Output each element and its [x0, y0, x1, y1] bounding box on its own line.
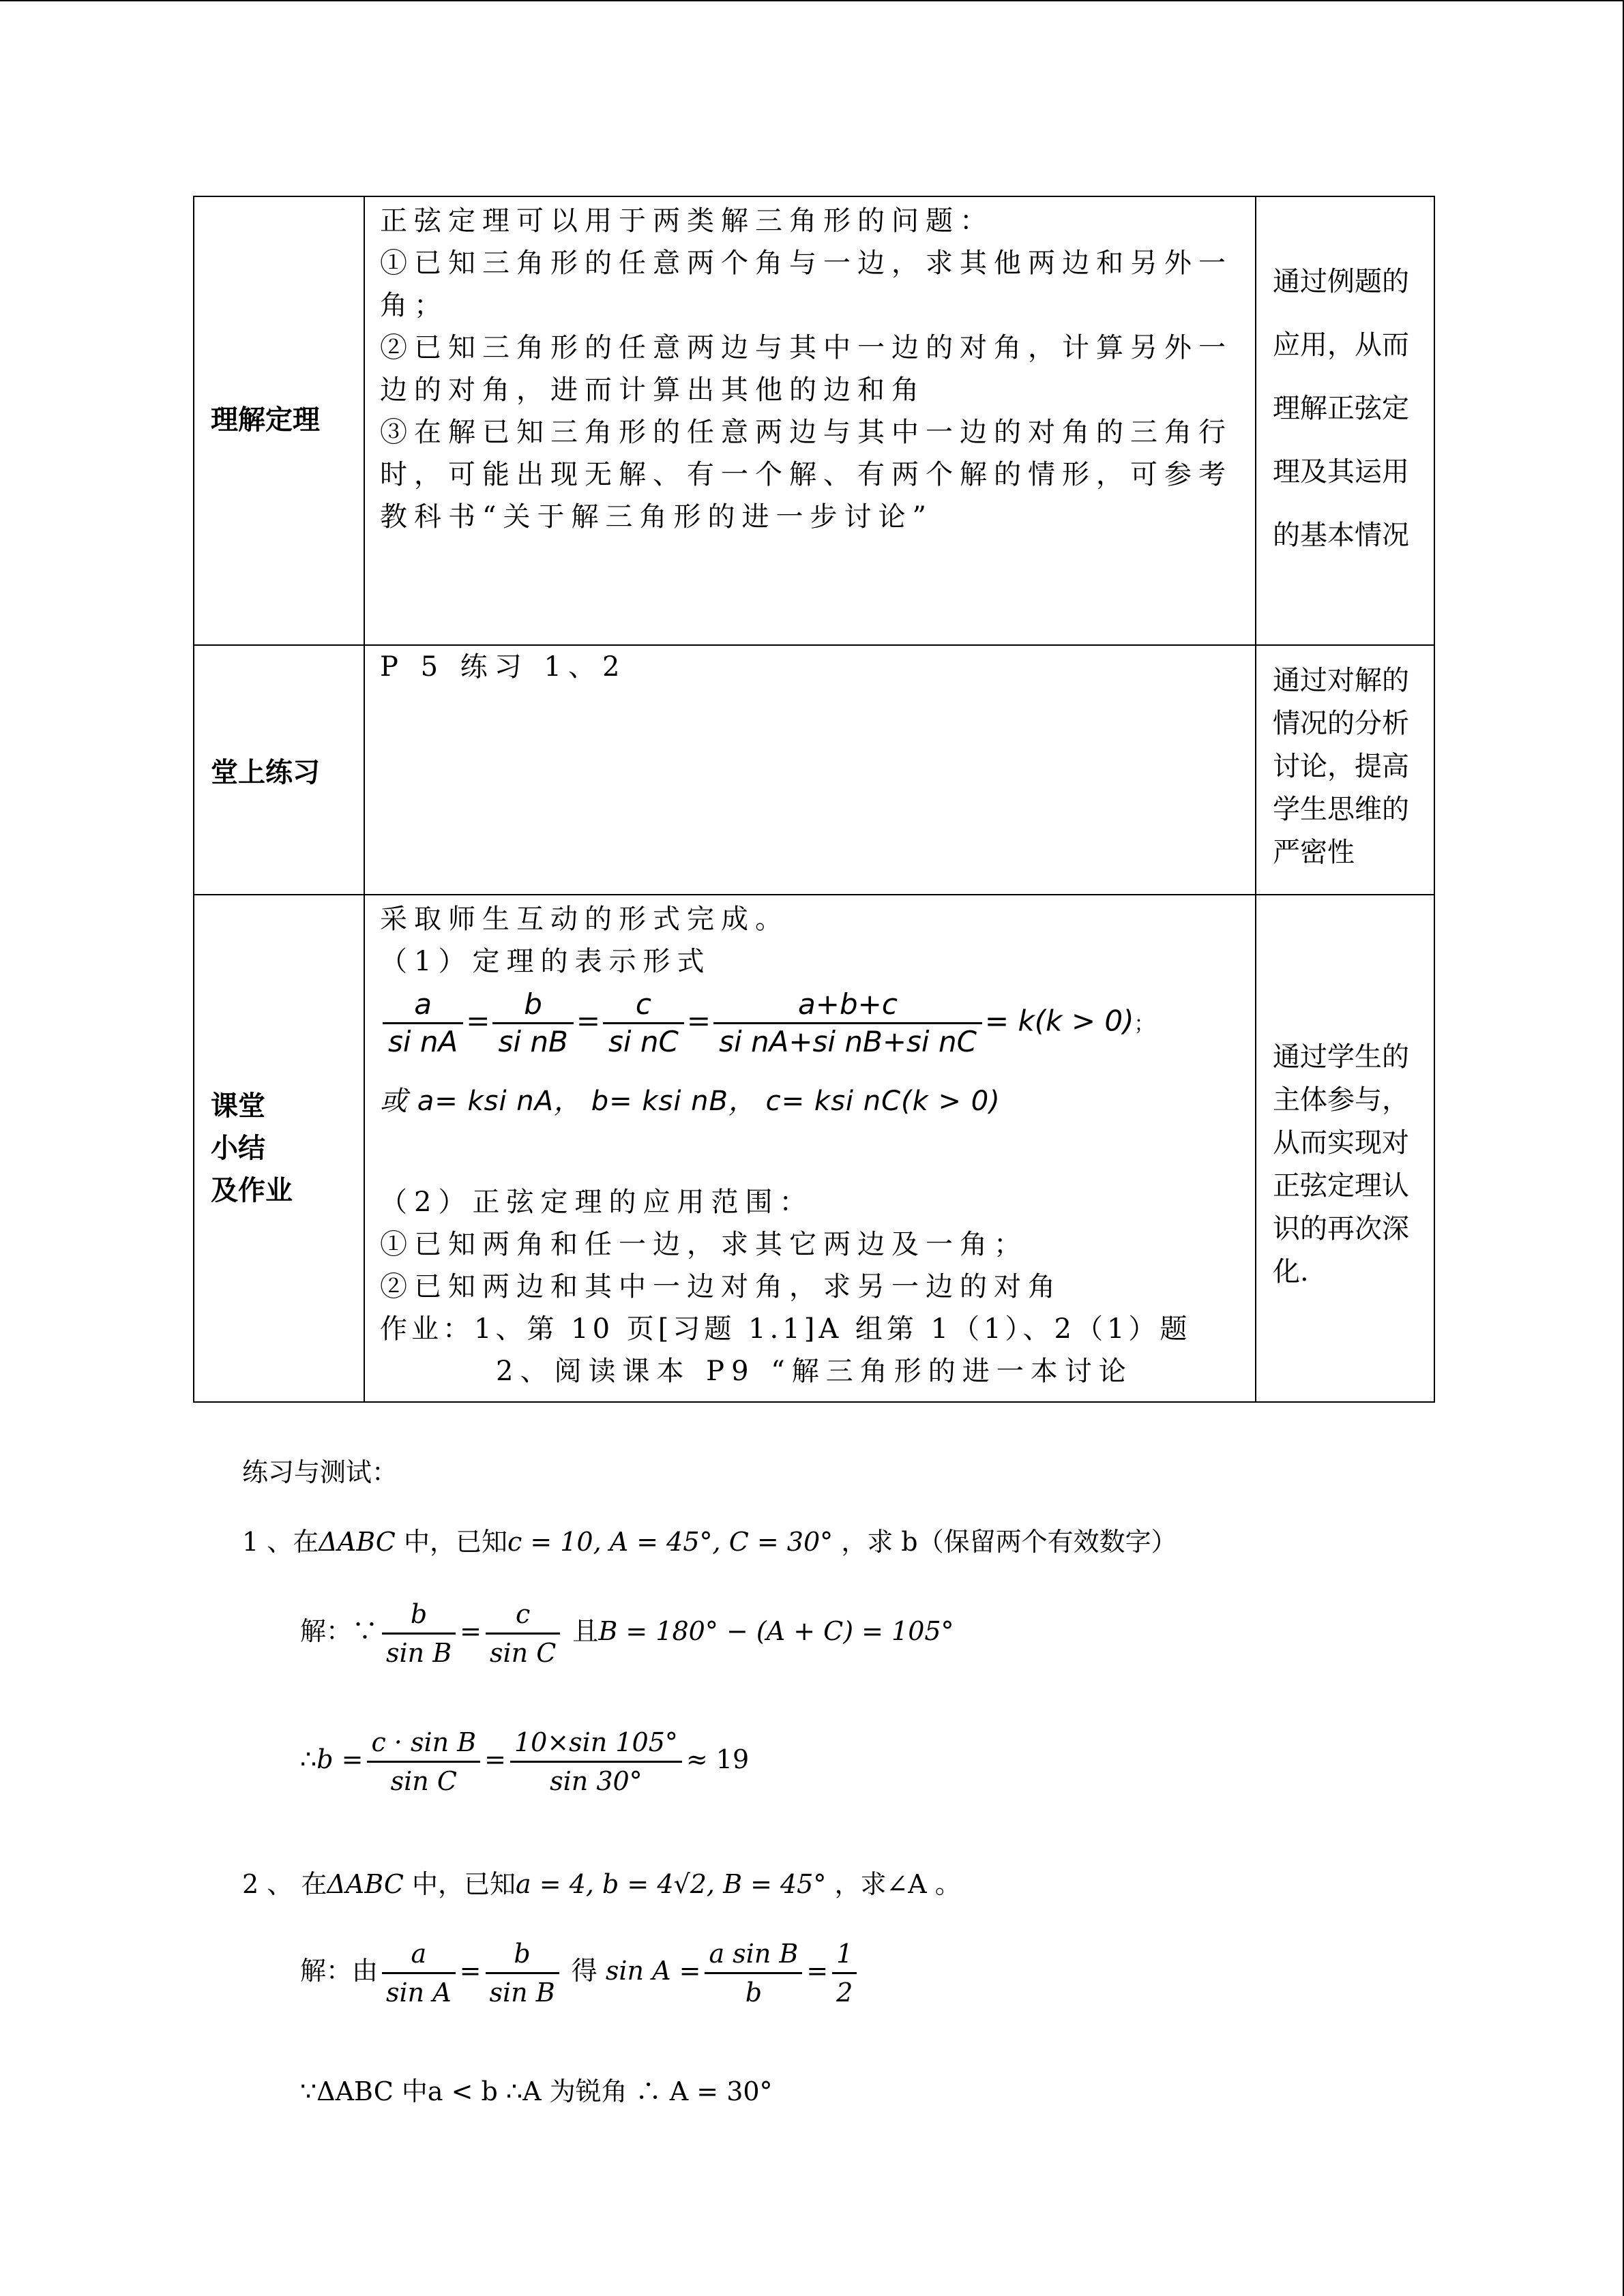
q2-solution-line: 解：由 $\frac{a}{\text{sin A}}$ = $\frac{b}{\text{sin B}}$ 得 sin A = $\frac{\text{a sin B}}{b}$ = $\frac{1}{2}$	[300, 1935, 861, 2011]
content-cell	[364, 895, 1256, 1402]
lesson-table	[193, 196, 1435, 1403]
row-label-cell	[194, 196, 364, 645]
q2-conclusion-line: ∵ΔABC 中a < b ∴A 为锐角 ∴ A = 30°	[300, 2076, 773, 2106]
fraction-denominator: sin C	[390, 1766, 457, 1796]
fraction-numerator: b	[492, 987, 573, 1024]
note-line: 的基本情况	[1273, 520, 1409, 551]
content-line: 时，可能出现无解、有一个解、有两个解的情形，可参考	[380, 459, 1232, 490]
note-line: 通过例题的	[1273, 266, 1409, 297]
fraction-denominator: sin C	[490, 1638, 557, 1668]
row-label: 及作业	[211, 1175, 293, 1206]
fraction-denominator: sin 30°	[550, 1766, 643, 1796]
question-text: 中，已知	[395, 1527, 507, 1557]
content-line: （2）正弦定理的应用范围：	[380, 1187, 814, 1218]
note-line: 讨论，提高	[1273, 751, 1409, 782]
note-line: 通过学生的	[1273, 1041, 1409, 1073]
content-line: P 5 练习 1、2	[380, 651, 627, 683]
fraction-numerator: 1	[832, 1935, 857, 1974]
fraction-denominator: si nC	[608, 1025, 679, 1058]
q1-conclusion-line: ∴b = $\frac{\text{c · sin B}}{\text{sin C}}$ = $\frac{10\times\sin 105^\circ}{\sin 30^\circ}$ ≈ 19	[300, 1724, 749, 1800]
fraction-numerator: c · sin B	[367, 1724, 480, 1763]
content-line: 2、阅读课本 P9 “解三角形的进一本讨论	[496, 1356, 1133, 1387]
note-line: 情况的分析	[1273, 708, 1409, 739]
equation-lhs: b =	[316, 1744, 364, 1774]
row-label-cell	[194, 645, 364, 895]
formula-punct: ；	[1134, 1012, 1155, 1037]
fraction-denominator: si nB	[498, 1025, 568, 1058]
sine-law-alt-formula: 或 a= ksi nA， b= ksi nB， c= ksi nC(k > 0)	[380, 1086, 1001, 1117]
content-line: ①已知两角和任一边，求其它两边及一角；	[380, 1229, 1028, 1260]
solution-label: 解：由	[300, 1956, 379, 1986]
note-cell	[1256, 895, 1434, 1402]
question-text: 中，已知	[403, 1869, 516, 1899]
sine-law-formula: $\frac{a}{\text{si nA}}$ = $\frac{b}{\text{si nB}}$ = $\frac{c}{\text{si nC}}$ = $\frac{a+b+c}{\text{si nA+si nB+si nC}}$ = k(k > 0)；	[380, 987, 1240, 1060]
content-line: 作业：1、第 10 页[习题 1.1]A 组第 1（1）、2（1）题	[380, 1313, 1192, 1345]
fraction-numerator: c	[486, 1596, 560, 1635]
note-line: 识的再次深	[1273, 1213, 1409, 1244]
row-label: 小结	[211, 1133, 265, 1164]
fraction-denominator: sin B	[386, 1638, 452, 1668]
question-ask: ，求 b（保留两个有效数字）	[833, 1527, 1177, 1557]
conjunction: 得	[571, 1956, 597, 1986]
fraction-denominator: sin A	[386, 1978, 452, 2008]
fraction-denominator: b	[745, 1978, 763, 2008]
question-number: 1 、在	[242, 1527, 319, 1557]
note-line: 学生思维的	[1273, 794, 1409, 825]
given-values: a = 4, b = 4√2, B = 45°	[516, 1869, 827, 1899]
fraction-numerator: a	[382, 1935, 456, 1974]
fraction-numerator: 10×sin 105°	[510, 1724, 682, 1763]
equation-lhs: sin A =	[605, 1956, 701, 1986]
note-line: 正弦定理认	[1273, 1170, 1409, 1202]
question-1	[242, 1521, 1177, 1558]
content-line: ③在解已知三角形的任意两边与其中一边的对角的三角行	[380, 417, 1232, 448]
fraction-denominator: sin B	[489, 1978, 555, 2008]
content-line: ②已知三角形的任意两边与其中一边的对角，计算另外一	[380, 332, 1232, 363]
note-line: 理解正弦定	[1273, 393, 1409, 424]
row-label: 理解定理	[211, 404, 320, 436]
fraction-numerator: c	[603, 987, 684, 1024]
content-line: ①已知三角形的任意两个角与一边，求其他两边和另外一	[380, 248, 1232, 279]
fraction-denominator: si nA+si nB+si nC	[719, 1025, 977, 1058]
row-label: 课堂	[211, 1090, 265, 1122]
content-cell	[364, 196, 1256, 645]
equation-result: ≈ 19	[685, 1744, 750, 1774]
note-cell	[1256, 645, 1434, 895]
row-label: 堂上练习	[211, 756, 320, 788]
fraction-numerator: a sin B	[705, 1935, 802, 1974]
content-line: 采取师生互动的形式完成。	[380, 904, 789, 935]
content-line: 边的对角，进而计算出其他的边和角	[380, 374, 926, 406]
solution-label: 解：∵	[300, 1616, 379, 1646]
note-line: 主体参与，	[1273, 1084, 1409, 1116]
content-line: ②已知两边和其中一边对角，求另一边的对角	[380, 1271, 1062, 1302]
given-values: c = 10, A = 45°, C = 30°	[507, 1527, 833, 1557]
triangle-symbol: ΔABC	[319, 1527, 396, 1557]
formula-tail: = k(k > 0)	[984, 1004, 1134, 1038]
fraction-numerator: a+b+c	[713, 987, 982, 1024]
practice-title: 练习与测试：	[242, 1457, 398, 1487]
fraction-denominator: si nA	[388, 1025, 458, 1058]
content-line: （1）定理的表示形式	[380, 946, 711, 977]
note-line: 从而实现对	[1273, 1127, 1409, 1159]
fraction-numerator: a	[383, 987, 463, 1024]
content-cell	[364, 645, 1256, 895]
triangle-symbol: ΔABC	[327, 1869, 404, 1899]
conjunction: 且	[572, 1616, 599, 1646]
angle-equation: B = 180° − (A + C) = 105°	[598, 1616, 954, 1646]
table-row	[194, 196, 1434, 645]
note-line: 理及其运用	[1273, 456, 1409, 488]
content-line: 角；	[380, 290, 448, 321]
note-line: 应用，从而	[1273, 329, 1409, 361]
row-label-cell	[194, 895, 364, 1402]
question-number: 2 、 在	[242, 1869, 327, 1899]
content-line: 正弦定理可以用于两类解三角形的问题：	[380, 205, 994, 237]
fraction-denominator: 2	[836, 1978, 853, 2008]
fraction-numerator: b	[382, 1596, 456, 1635]
content-line: 教科书“关于解三角形的进一步讨论”	[380, 501, 933, 533]
question-ask: ，求∠A 。	[826, 1869, 961, 1899]
note-line: 化.	[1273, 1256, 1309, 1287]
fraction-numerator: b	[486, 1935, 559, 1974]
note-line: 通过对解的	[1273, 665, 1409, 696]
q1-solution-line: 解：∵ $\frac{b}{\text{sin B}}$ = $\frac{c}{\text{sin C}}$ 且B = 180° − (A + C) = 105°	[300, 1596, 954, 1671]
therefore-symbol: ∴	[300, 1744, 317, 1774]
note-cell	[1256, 196, 1434, 645]
table-row	[194, 895, 1434, 1402]
question-2	[242, 1863, 961, 1900]
note-line: 严密性	[1273, 837, 1355, 868]
table-row	[194, 645, 1434, 895]
